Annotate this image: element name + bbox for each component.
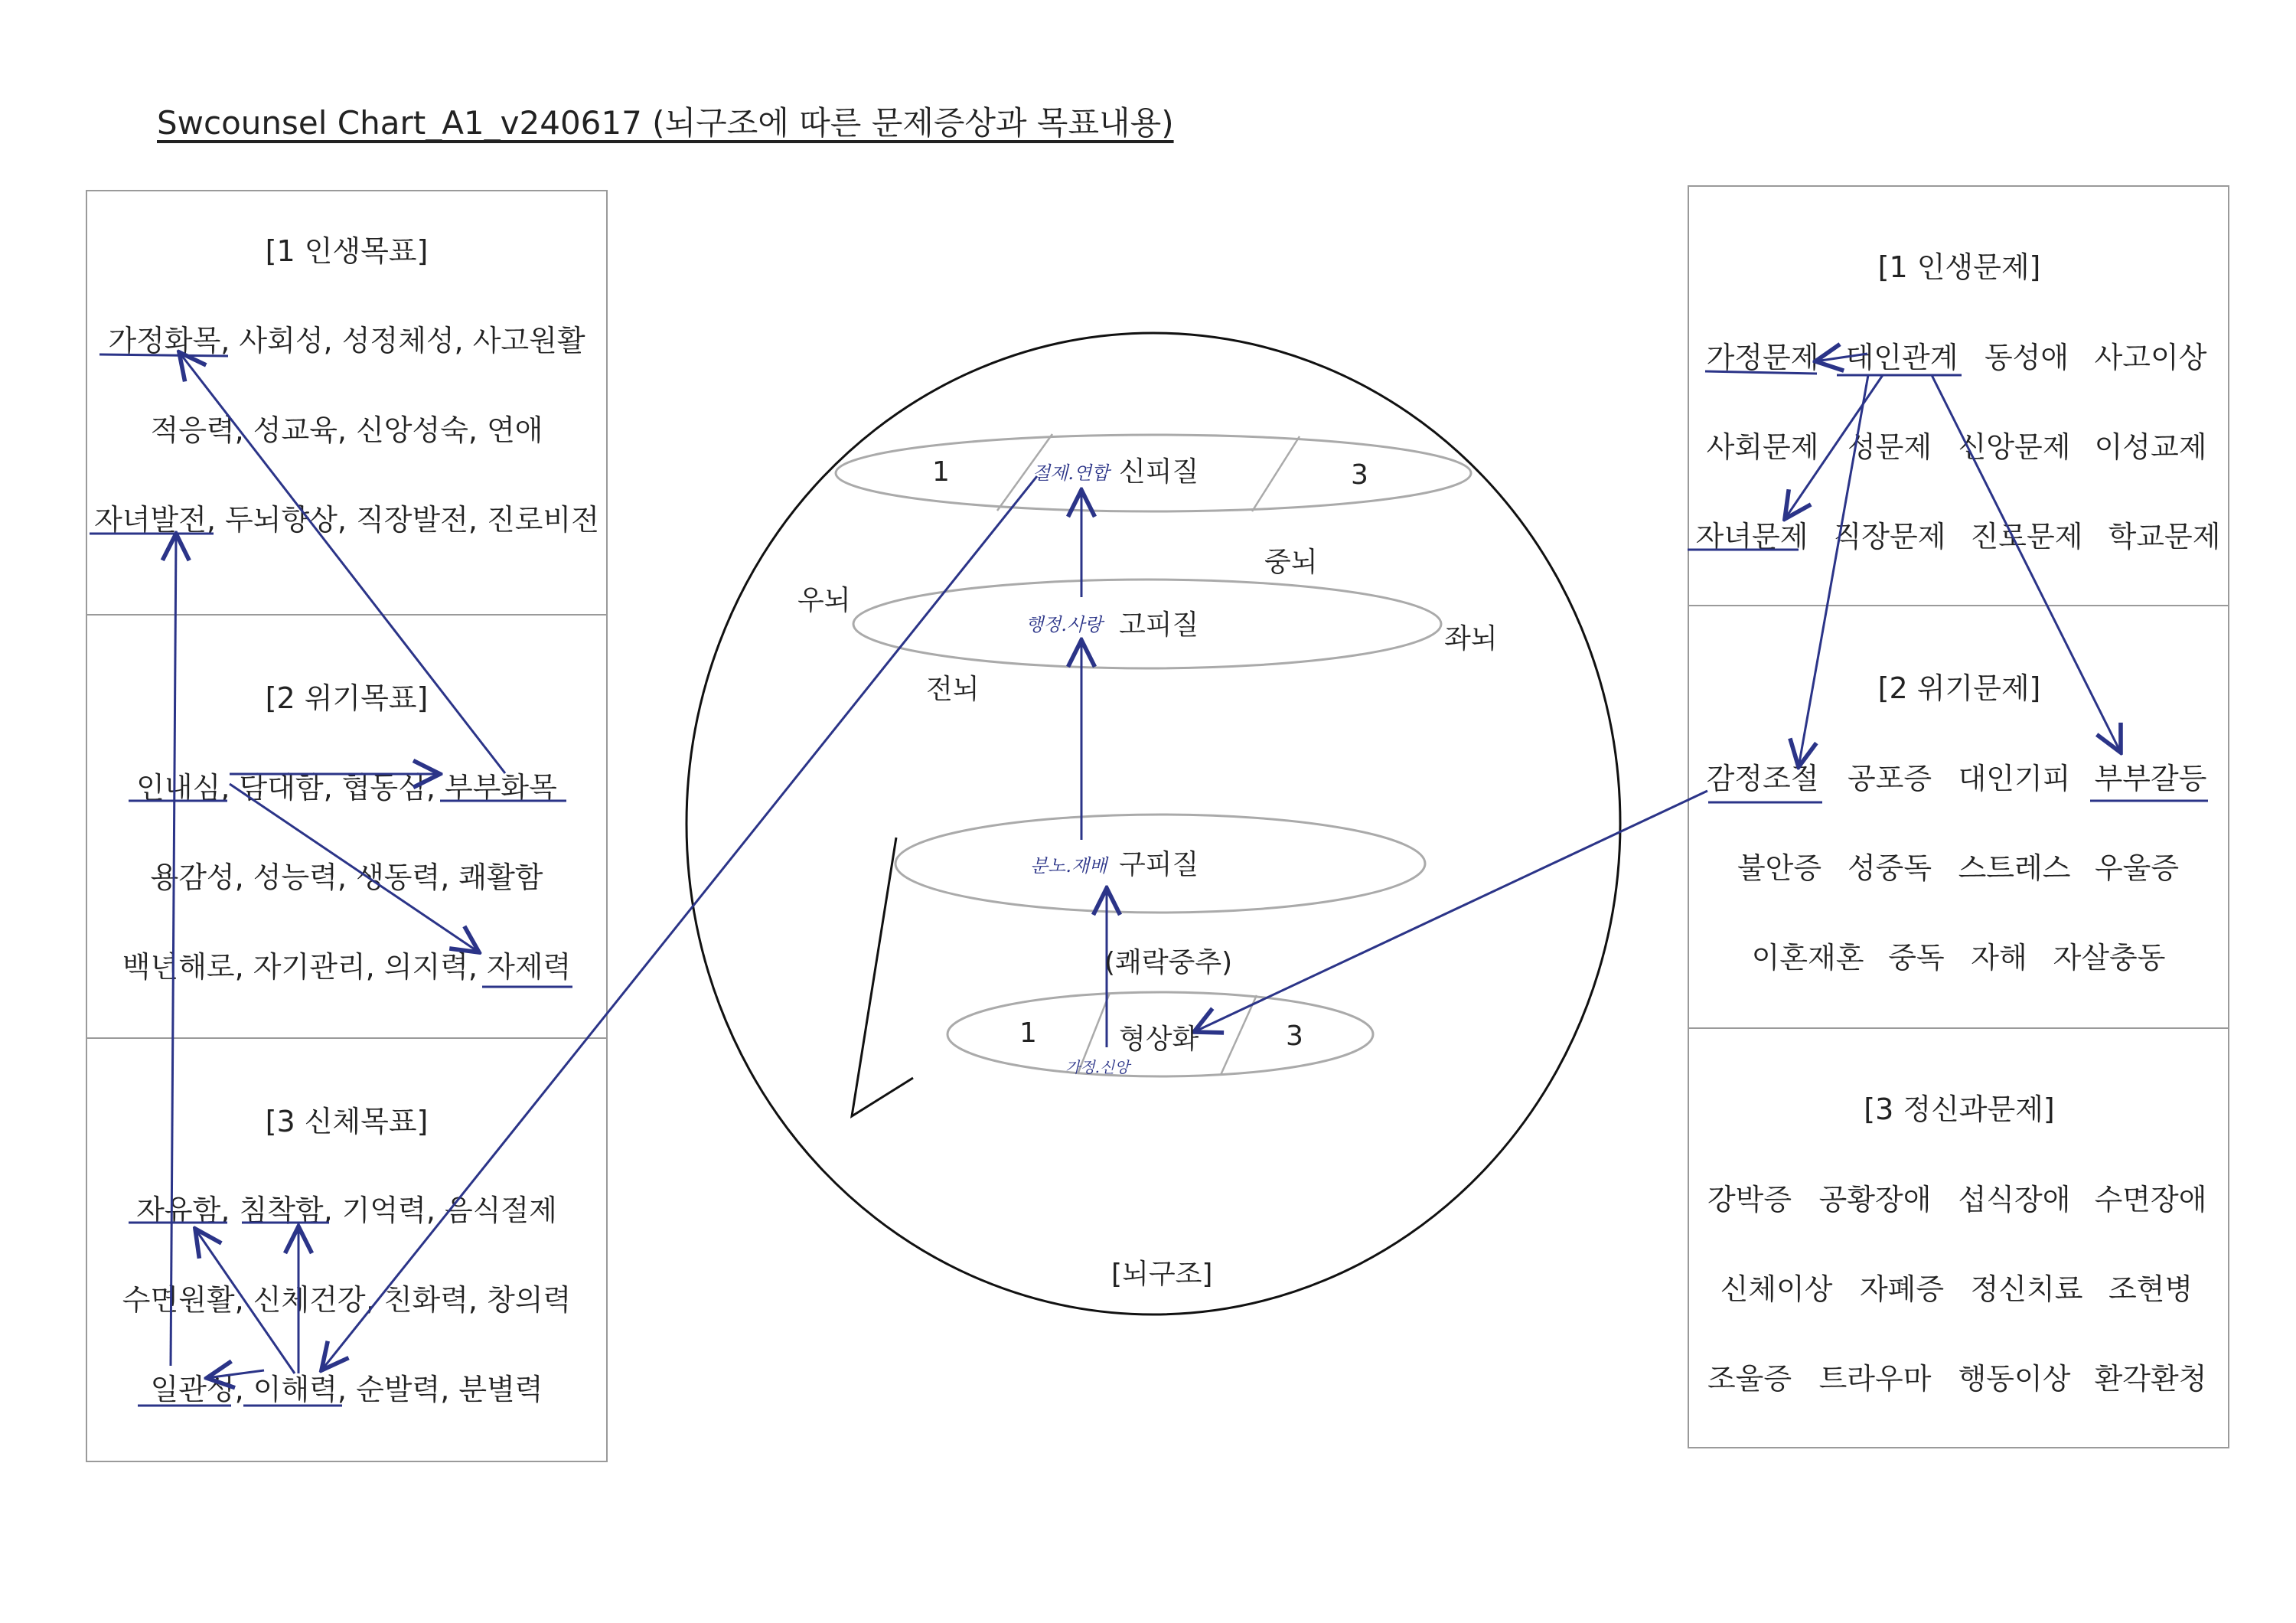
problem-body-abnormality: 신체이상 (1720, 1272, 1833, 1306)
left-brain-label: 좌뇌 (1444, 623, 1498, 655)
imaging-left-number: 1 (1019, 1017, 1037, 1049)
neocortex-annotation: 절제.연합 (1032, 462, 1110, 484)
life-goals-title: [1 인생목표] (265, 234, 429, 268)
problem-sex-addiction: 성중독 (1847, 851, 1932, 885)
problem-relationships: 대인관계 (1845, 341, 1958, 374)
neocortex-label: 신피질 (1119, 456, 1199, 488)
right-arrows (1194, 354, 2121, 1032)
paleocortex-annotation: 행정.사랑 (1026, 614, 1103, 635)
pleasure-center-label: (쾌락중추) (1104, 947, 1233, 978)
problem-autism: 자폐증 (1859, 1272, 1945, 1306)
problem-sexual: 성문제 (1847, 430, 1932, 464)
underline-family-harmony (99, 354, 228, 356)
problem-faith: 신앙문제 (1958, 430, 2071, 464)
arrow-understanding-to-consistency (207, 1370, 264, 1378)
problem-emotion-control: 감정조절 (1706, 762, 1819, 795)
right-brain-label: 우뇌 (797, 585, 851, 616)
problem-social: 사회문제 (1706, 430, 1819, 464)
problem-addiction: 중독 (1888, 941, 1945, 975)
arrow-relationship-to-family-problem (1815, 354, 1867, 361)
imaging-right-number: 3 (1286, 1020, 1303, 1052)
problem-suicidal-urge: 자살충동 (2053, 941, 2166, 975)
arrow-relationship-to-children-problem (1785, 375, 1883, 519)
middle-brain-label: 중뇌 (1264, 547, 1318, 578)
arrow-neocortex-to-understanding (321, 476, 1037, 1370)
life-problems-title: [1 인생문제] (1877, 250, 2041, 284)
problem-panic: 공황장애 (1818, 1183, 1932, 1216)
imaging-label: 형상화 (1119, 1024, 1199, 1055)
problem-workplace: 직장문제 (1833, 520, 1946, 554)
arrow-patience-to-self-control (230, 784, 479, 952)
problem-bipolar: 조울증 (1707, 1362, 1792, 1396)
arrow-understanding-to-freedom (195, 1229, 295, 1373)
problem-psychiatric-treatment: 정신치료 (1970, 1272, 2083, 1306)
neocortex-divider-right (1252, 436, 1300, 511)
arrow-relationship-to-marital-conflict (1932, 375, 2121, 753)
body-goals-row-3: 일관성, 이해력, 순발력, 분별력 (150, 1373, 543, 1406)
crisis-problems-title: [2 위기문제] (1877, 671, 2041, 705)
imaging-divider-right (1221, 995, 1257, 1075)
left-arrows (171, 352, 505, 1378)
problem-children: 자녀문제 (1695, 520, 1808, 554)
arrow-marital-harmony-to-family-harmony (179, 352, 505, 773)
problem-avoidance: 대인기피 (1958, 762, 2071, 795)
problem-career: 진로문제 (1970, 520, 2083, 554)
body-goals-title: [3 신체목표] (265, 1105, 429, 1138)
arrow-relationship-to-emotion-control (1799, 375, 1868, 767)
problem-marital-conflict: 부부갈등 (2094, 762, 2207, 795)
problem-anxiety: 불안증 (1737, 851, 1822, 885)
brain-caption: [뇌구조] (1111, 1259, 1213, 1290)
life-goals-row-3: 자녀발전, 두뇌향상, 직장발전, 진로비전 (94, 503, 599, 537)
problem-depression: 우울증 (2094, 851, 2180, 885)
right-underlines (1688, 371, 2208, 802)
problem-stress: 스트레스 (1958, 851, 2071, 885)
paleocortex-label: 고피질 (1119, 609, 1199, 641)
crisis-goals-title: [2 위기목표] (265, 681, 429, 715)
problem-school: 학교문제 (2108, 520, 2221, 554)
archicortex-label: 구피질 (1119, 849, 1199, 880)
problem-trauma: 트라우마 (1818, 1362, 1932, 1396)
arrow-consistency-to-child-development (171, 534, 176, 1366)
problem-behavior: 행동이상 (1958, 1362, 2071, 1396)
arrow-emotion-control-to-imaging (1194, 791, 1707, 1032)
problem-sleep: 수면장애 (2094, 1183, 2207, 1216)
problem-homosexuality: 동성애 (1984, 341, 2069, 374)
chart-title: Swcounsel Chart_A1_v240617 (뇌구조에 따른 문제증상과 목표내용) (157, 104, 1174, 142)
problem-schizophrenia: 조현병 (2108, 1272, 2193, 1306)
problem-dating: 이성교제 (2094, 430, 2207, 464)
body-goals-row-2: 수면원활, 신체건강, 친화력, 창의력 (122, 1283, 572, 1317)
problem-self-harm: 자해 (1971, 941, 2027, 975)
problem-eating: 섭식장애 (1958, 1183, 2071, 1216)
underline-family-problem (1705, 371, 1817, 374)
problem-family: 가정문제 (1706, 341, 1819, 374)
left-underlines (90, 354, 572, 1406)
psychiatric-problems-title: [3 정신과문제] (1864, 1092, 2055, 1126)
problem-ocd: 강박증 (1707, 1183, 1792, 1216)
imaging-annotation: 가정.신앙 (1065, 1058, 1130, 1076)
crisis-goals-row-2: 용감성, 성능력, 생동력, 쾌활함 (150, 860, 543, 894)
front-brain-label: 전뇌 (926, 674, 980, 705)
crisis-goals-row-3: 백년해로, 자기관리, 의지력, 자제력 (122, 950, 572, 984)
problem-hallucination: 환각환청 (2094, 1362, 2207, 1396)
problem-thought-disorder: 사고이상 (2094, 341, 2207, 374)
life-goals-row-1: 가정화목, 사회성, 성정체성, 사고원활 (108, 324, 585, 358)
neocortex-right-number: 3 (1351, 459, 1368, 491)
archicortex-annotation: 분노.재배 (1030, 855, 1107, 877)
front-brain-wedge (852, 838, 913, 1116)
problem-phobia: 공포증 (1847, 762, 1932, 795)
problem-divorce-remarriage: 이혼재혼 (1751, 941, 1864, 975)
life-goals-row-2: 적응력, 성교육, 신앙성숙, 연애 (150, 413, 543, 447)
body-goals-row-1: 자유함, 침착함, 기억력, 음식절제 (136, 1194, 557, 1227)
neocortex-left-number: 1 (932, 456, 950, 488)
crisis-goals-row-1: 인내심, 담대함, 협동심, 부부화목 (136, 771, 557, 805)
